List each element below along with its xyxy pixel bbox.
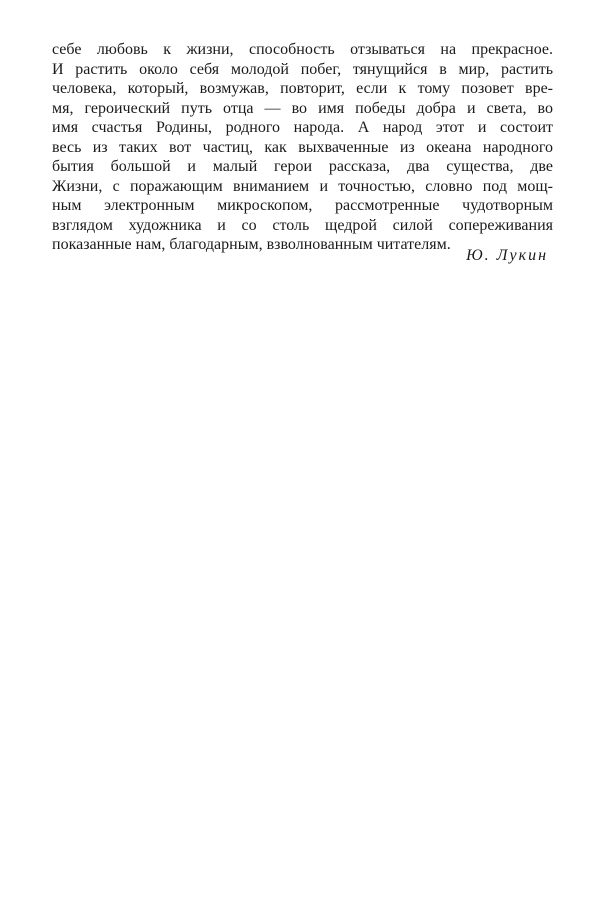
text-line: бытия большой и малый герои рассказа, два существа, две (52, 158, 553, 175)
text-line: имя счастья Родины, родного народа. А народ этот и состоит (52, 119, 553, 136)
text-line: И растить около себя молодой побег, тянущийся в мир, растить (52, 60, 553, 78)
text-line: человека, который, возмужав, повторит, если к тому позовет вре- (52, 80, 553, 97)
text-line: себе любовь к жизни, способность отзываться на прекрасное. (52, 41, 553, 58)
text-line: показанные нам, благодарным, взволнованным читателям. (52, 236, 451, 253)
body-paragraph (52, 40, 553, 255)
text-line: Жизни, с поражающим вниманием и точностью, словно под мощ- (52, 177, 553, 195)
author-signature: Ю. Лукин (466, 247, 548, 264)
text-line: мя, героический путь отца — во имя победы добра и света, во (52, 99, 553, 117)
text-line: взглядом художника и со столь щедрой силой сопереживания (52, 216, 553, 234)
text-line: ным электронным микроскопом, рассмотренные чудотворным (52, 197, 553, 214)
text-line: весь из таких вот частиц, как выхваченные из океана народного (52, 138, 553, 156)
